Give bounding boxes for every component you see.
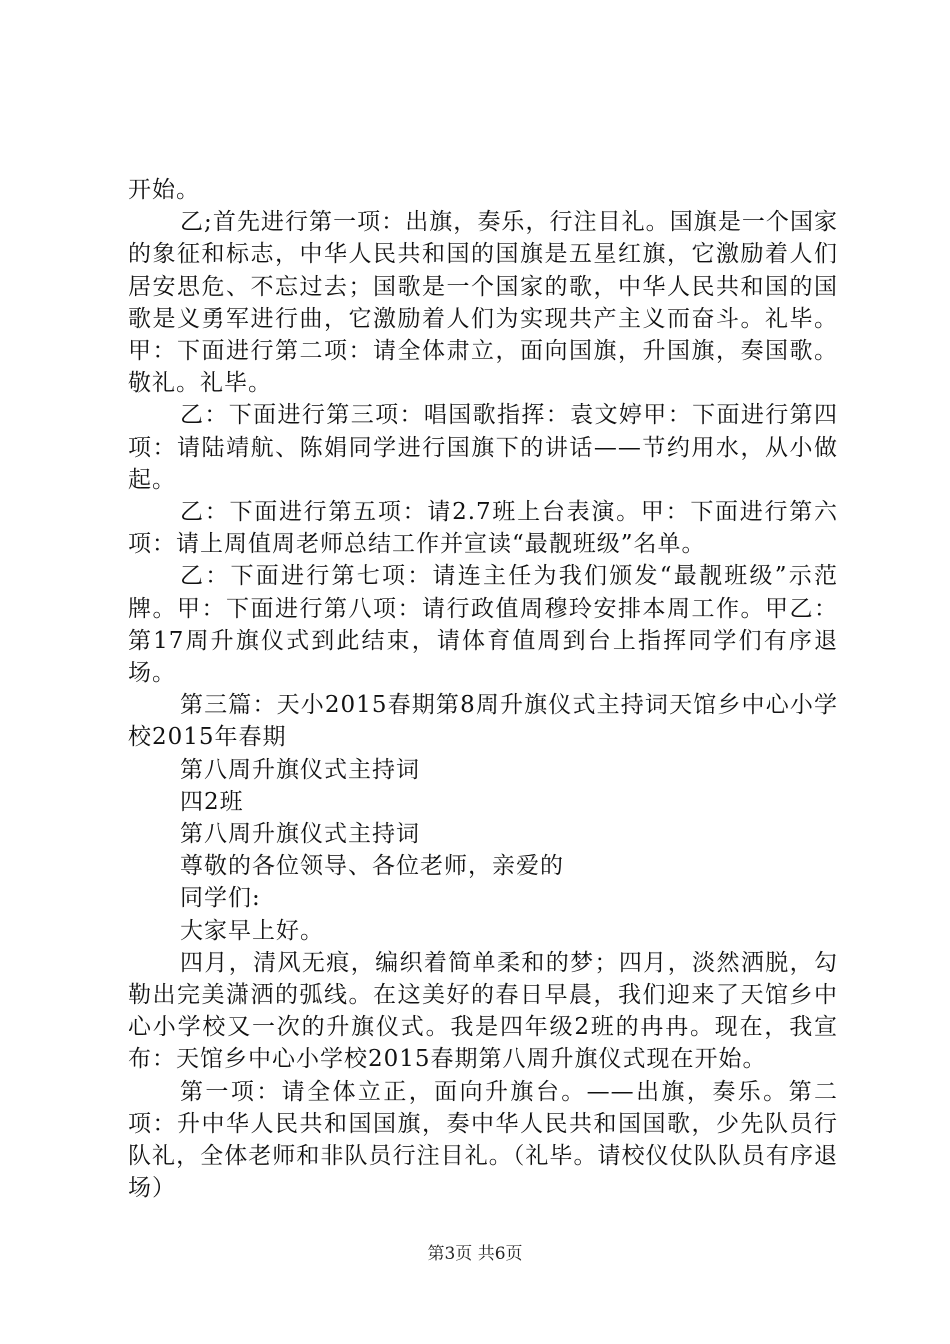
paragraph: 四2班 (180, 788, 244, 815)
paragraph: 乙;首先进行第一项：出旗，奏乐，行注目礼。国旗是一个国家的象征和标志，中华人民共和国的国旗是五星红旗，它激励着人们居安思危、不忘过去；国歌是一个国家的歌，中华人民共和国的国歌是义勇军进行曲，它激励着人们为实现共产主义而奋斗。礼毕。甲：下面进行第二项：请全体肃立，面向国旗，升国旗，奏国歌。敬礼。礼毕。 (128, 209, 838, 397)
paragraph: 同学们: (180, 885, 261, 912)
document-body (128, 174, 838, 1205)
paragraph: 开始。 (128, 177, 200, 203)
paragraph: 乙：下面进行第三项：唱国歌指挥：袁文婷甲：下面进行第四项：请陆靖航、陈娟同学进行国旗下的讲话——节约用水，从小做起。 (128, 402, 838, 493)
paragraph: 四月，清风无痕，编织着简单柔和的梦；四月，淡然洒脱，勾勒出完美潇洒的弧线。在这美好的春日早晨，我们迎来了天馆乡中心小学校又一次的升旗仪式。我是四年级2班的冉冉。现在，我宣布：天馆乡中心小学校2015春期第八周升旗仪式现在开始。 (128, 949, 838, 1073)
page-number-footer: 第3页 共6页 (427, 1244, 523, 1264)
paragraph: 第一项：请全体立正，面向升旗台。——出旗，奏乐。第二项：升中华人民共和国国旗，奏中华人民共和国国歌，少先队员行队礼，全体老师和非队员行注目礼。（礼毕。请校仪仗队队员有序退场） (128, 1078, 838, 1202)
paragraph: 大家早上好。 (180, 917, 324, 944)
paragraph: 乙：下面进行第七项：请连主任为我们颁发“最靓班级”示范牌。甲：下面进行第八项：请行政值周穆玲安排本周工作。甲乙：第17周升旗仪式到此结束，请体育值周到台上指挥同学们有序退场。 (128, 563, 838, 687)
paragraph: 第八周升旗仪式主持词 (180, 756, 420, 783)
paragraph: 乙：下面进行第五项：请2.7班上台表演。甲：下面进行第六项：请上周值周老师总结工作并宣读“最靓班级”名单。 (128, 499, 838, 558)
section-heading: 第三篇：天小2015春期第8周升旗仪式主持词天馆乡中心小学校2015年春期 (128, 692, 838, 751)
paragraph: 尊敬的各位领导、各位老师，亲爱的 (180, 853, 564, 880)
paragraph: 第八周升旗仪式主持词 (180, 821, 420, 848)
